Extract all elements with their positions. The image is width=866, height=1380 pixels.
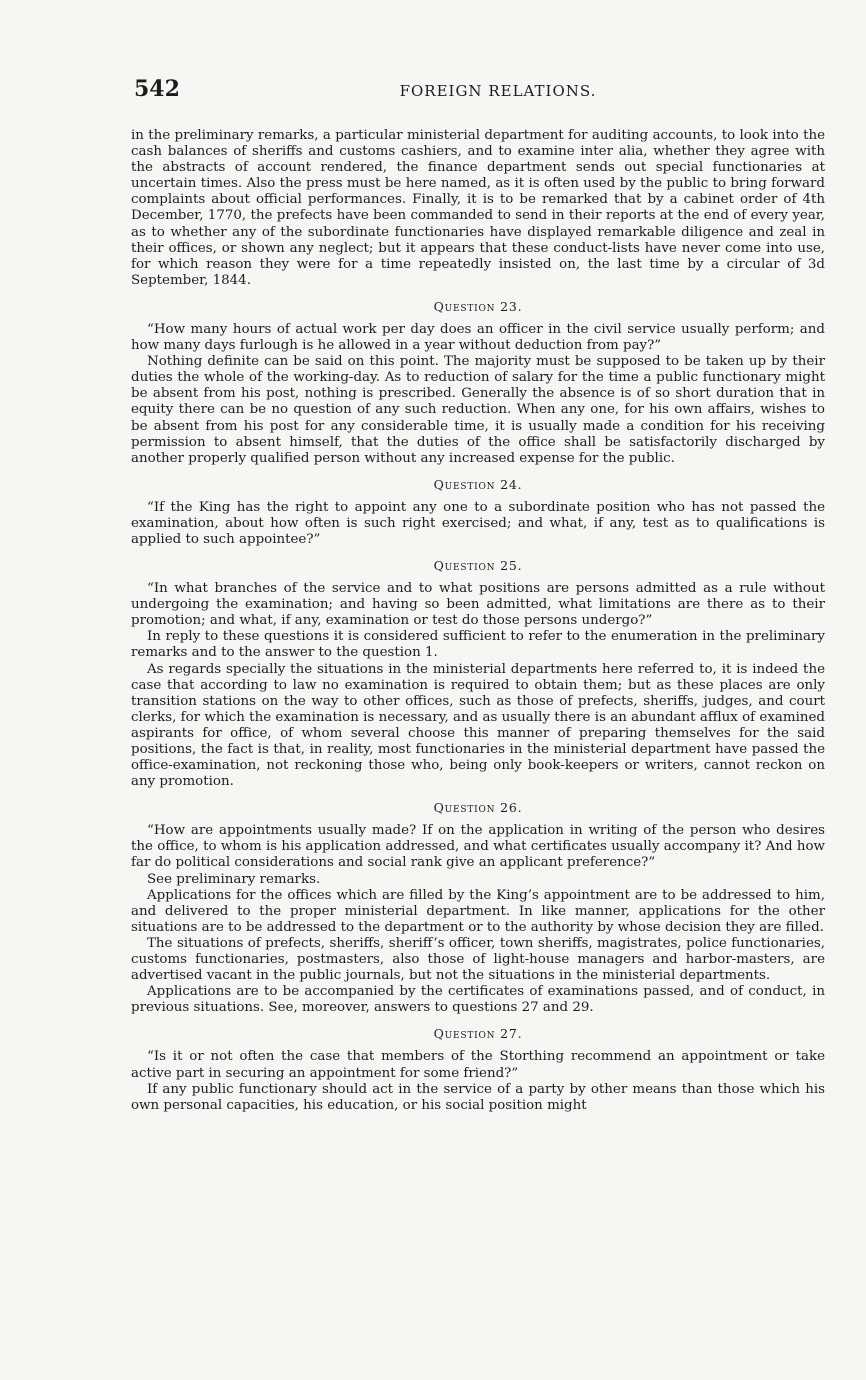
paragraph: In reply to these questions it is considered sufficient to refer to the enumeration in the preliminary remarks and to the answer to the question 1.: [131, 629, 825, 661]
question-text: “Is it or not often the case that members of the Storthing recommend an appointment or take active part in securing an appointment for some friend?”: [131, 1049, 825, 1081]
question-heading: Question 23.: [433, 298, 523, 314]
paragraph: Nothing definite can be said on this point. The majority must be supposed to be taken up by their duties the whole of the working-day. As to reduction of salary for the time a public functionary might be absent from his post, nothing is prescribed. Generally the absence is of so short duration that in equity there can be no question of any such reduction. When any one, for his own affairs, wishes to be absent from his post for any considerable time, it is usually made a condition for his receiving permission to absent himself, that the duties of the office shall be satisfactorily discharged by another properly qualified person without any increased expense for the public.: [131, 354, 825, 466]
question-text: “If the King has the right to appoint any one to a subordinate position who has not passed the examination, about how often is such right exercised; and what, if any, test as to qualifications is applied to such appointee?”: [131, 499, 825, 547]
paragraph: in the preliminary remarks, a particular ministerial department for auditing accounts, to look into the cash balances of sheriffs and customs cashiers, and to examine inter alia, whether they agree with the abstracts of account rendered, the finance department sends out special functionaries at uncertain times. Also the press must be here named, as it is often used by the public to bring forward complaints about official performances. Finally, it is to be remarked that by a cabinet order of 4th December, 1770, the prefects have been commanded to send in their reports at the end of every year, as to whether any of the subordinate functionaries have displayed remarkable diligence and zeal in their offices, or shown any neglect; but it appears that these conduct-lists have never come into use, for which reason they were for a time repeatedly insisted on, the last time by a circular of 3d September, 1844.: [131, 128, 825, 288]
page-header: [131, 76, 825, 108]
paragraph: The situations of prefects, sheriffs, sheriff’s officer, town sheriffs, magistrates, police functionaries, customs functionaries, postmasters, also those of light-house managers and harbor-masters, are advertised vacant in the public journals, but not the situations in the ministerial departments.: [131, 935, 825, 984]
page-body: [131, 128, 825, 1114]
paragraph: Applications for the offices which are filled by the King’s appointment are to be addressed to him, and delivered to the proper ministerial department. In like manner, applications for the other situations are to be addressed to the department or to the authority by whose decision they are filled.: [131, 887, 825, 935]
question-heading: Question 25.: [433, 558, 523, 574]
page-number: 542: [134, 76, 180, 102]
question-text: “How are appointments usually made? If on the application in writing of the person who desires the office, to whom is his application addressed, and what certificates usually accompany it? And how far do political considerations and social rank give an applicant preference?”: [131, 823, 825, 871]
question-heading: Question 26.: [433, 800, 523, 816]
paragraph: As regards specially the situations in the ministerial departments here referred to, it is indeed the case that according to law no examination is required to obtain them; but as these places are only transition stations on the way to other offices, such as those of prefects, sheriffs, judges, and court clerks, for which the examination is necessary, and as usually there is an abundant afflux of examined aspirants for office, of whom several choose this manner of preparing themselves for the said positions, the fact is that, in reality, most functionaries in the ministerial department have passed the office-examination, not reckoning those who, being only book-keepers or writers, cannot reckon on any promotion.: [131, 661, 825, 790]
paragraph: See preliminary remarks.: [147, 871, 321, 887]
paragraph: If any public functionary should act in the service of a party by other means than those which his own personal capacities, his education, or his social position might: [131, 1081, 825, 1113]
question-text: “In what branches of the service and to what positions are persons admitted as a rule without undergoing the examination; and having so been admitted, what limitations are there as to their promotion; and what, if any, examination or test do those persons undergo?”: [131, 581, 825, 629]
running-head: FOREIGN RELATIONS.: [399, 82, 597, 100]
question-heading: Question 24.: [433, 476, 523, 492]
question-text: “How many hours of actual work per day does an officer in the civil service usually perform; and how many days furlough is he allowed in a year without deduction from pay?”: [131, 321, 825, 354]
question-heading: Question 27.: [433, 1026, 523, 1042]
paragraph: Applications are to be accompanied by the certificates of examinations passed, and of conduct, in previous situations. See, moreover, answers to questions 27 and 29.: [131, 984, 825, 1016]
